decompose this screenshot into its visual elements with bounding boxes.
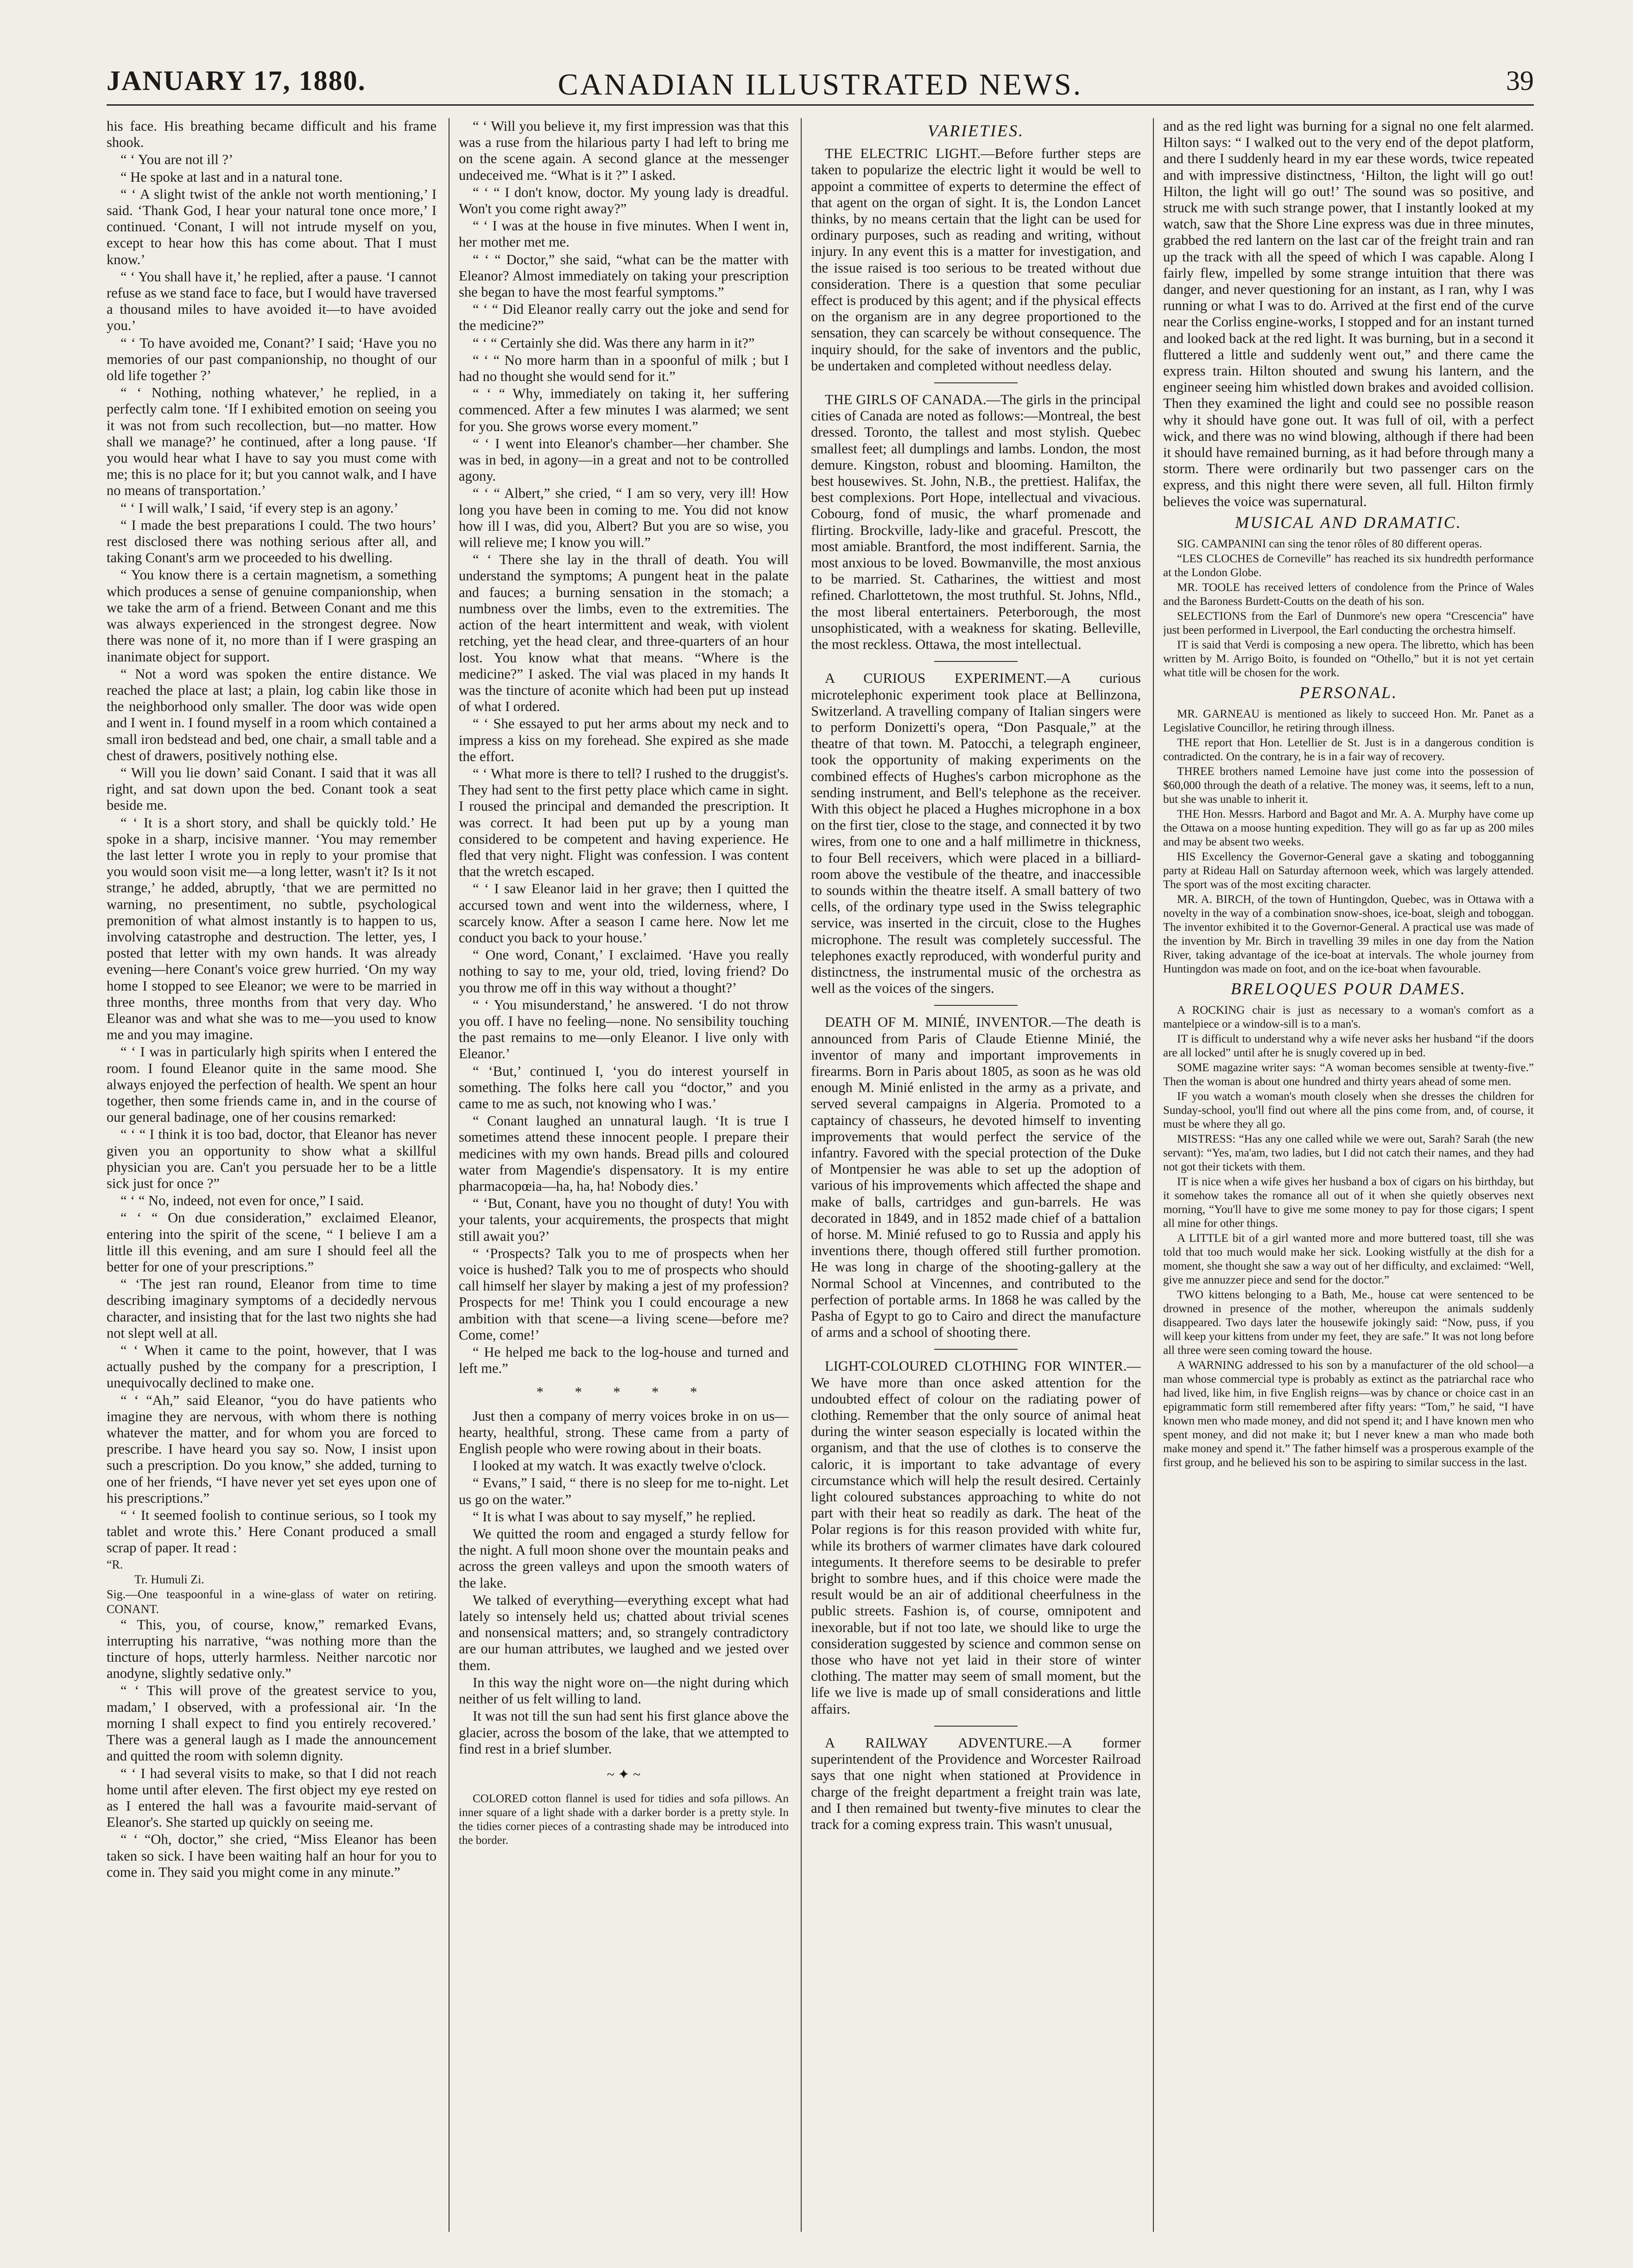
paragraph: “LES CLOCHES de Corneville” has reached its six hundredth performance at the London Globe. xyxy=(1163,553,1534,579)
paragraph: “ ‘ This will prove of the greatest service to you, madam,’ I observed, with a professional air. ‘In the morning I shall expect to find you entirely recovered.’ There was a general laugh as I made the announcement and quitted the room with solemn dignity. xyxy=(107,1683,437,1764)
paragraph: “ He spoke at last and in a natural tone. xyxy=(120,169,343,185)
paragraph: “ ‘ It seemed foolish to continue serious, so I took my tablet and wrote this.’ Here Conant produced a small scrap of paper. It read : xyxy=(107,1507,437,1556)
paragraph: “ ‘Prospects? Talk you to me of prospects when her voice is hushed? Talk you to me of prospects who should call himself her slayer by making a jest of my profession? Prospects for me! Think you I could encourage a new ambition with that scene—a living scene—before me? Come, come!’ xyxy=(459,1245,789,1343)
paragraph: THE Hon. Messrs. Harbord and Bagot and Mr. A. A. Murphy have come up the Ottawa on a moose hunting expedition. They will go as far up as 200 miles and may be absent two weeks. xyxy=(1163,808,1534,849)
paragraph: DEATH OF M. MINIÉ, INVENTOR.—The death is announced from Paris of Claude Etienne Minié, the inventor of many and important improvements in firearms. Born in Paris about 1805, as soon as he was old enough M. Minié enlisted in the army as a private, and served several campaigns in Algeria. Promoted to a captaincy of chasseurs, he devoted himself to inventing improvements that would perfect the service of the infantry. Favored with the special protection of the Duke of Montpensier he was able to set up the adoption of various of his improvements which affected the shape and make of balls, cartridges and gun-barrels. He was decorated in 1849, and in 1852 made chief of a battalion of horse. M. Minié refused to go to Russia and apply his inventions there, though offered still further promotion. He was long in charge of the shooting-gallery at the Normal School at Vincennes, and contributed to the perfection of portable arms. In 1868 he was called by the Pasha of Egypt to go to Cairo and direct the manufacture of arms and a school of shooting there. xyxy=(811,1014,1141,1340)
paragraph: “ ‘ I had several visits to make, so that I did not reach home until after eleven. The first object my eye rested on as I entered the hall was a favourite maid-servant of Eleanor's. She started up quickly on seeing me. xyxy=(107,1765,437,1830)
paragraph: “ I made the best preparations I could. The two hours’ rest disclosed there was nothing serious after all, and taking Conant's arm we proceeded to his dwelling. xyxy=(107,517,437,566)
paragraph: “ ‘ I saw Eleanor laid in her grave; then I quitted the accursed town and went into the wilderness, where, I scarcely know. After a season I came here. Now let me conduct you back to your house.’ xyxy=(459,881,789,946)
paragraph: “ ‘ You are not ill ?’ xyxy=(120,152,234,168)
paragraph: Just then a company of merry voices broke in on us—hearty, healthful, strong. These came from a party of English people who were rowing about in their boats. xyxy=(459,1408,789,1457)
prescription xyxy=(107,1557,437,1617)
paragraph: “ He helped me back to the log-house and turned and left me.” xyxy=(459,1344,789,1377)
publication-title: CANADIAN ILLUSTRATED NEWS. xyxy=(557,68,1083,102)
paragraph: A RAILWAY ADVENTURE.—A former superintendent of the Providence and Worcester Railroad says that one night when stationed at Providence in charge of the freight department a freight train was late, and I then remained but twenty-five minutes to clear the track for a coming express train. This wasn't unusual, xyxy=(811,1734,1141,1832)
paragraph: A ROCKING chair is just as necessary to a woman's comfort as a mantelpiece or a window-sill is to a man's. xyxy=(1163,1004,1534,1031)
separator xyxy=(934,661,1018,662)
paragraph: “ ‘ “ Did Eleanor really carry out the joke and send for the medicine?” xyxy=(459,301,789,334)
paragraph: “ ‘ There she lay in the thrall of death. You will understand the symptoms; A pungent heat in the palate and fauces; a burning sensation in the stomach; a numbness over the limbs, even to the extremities. The action of the heart intermittent and weak, with violent retching, yet the head clear, and three-quarters of an hour lost. You know what that means. “Where is the medicine?” I asked. The vial was placed in my hands It was the tincture of aconite which had been put up instead of what I ordered. xyxy=(459,552,789,715)
paragraph: It was not till the sun had sent his first glance above the glacier, across the bosom of the lake, that we attempted to find rest in a brief slumber. xyxy=(459,1708,789,1757)
paragraph: IF you watch a woman's mouth closely when she dresses the children for Sunday-school, you'll find out where all the pins come from, and, of course, it must be where they all go. xyxy=(1163,1090,1534,1131)
paragraph: MR. A. BIRCH, of the town of Huntingdon, Quebec, was in Ottawa with a novelty in the way of a combination snow-shoes, ice-boat, sleigh and toboggan. The inventor exhibited it to the Governor-General. A practical use was made of the invention by Mr. Birch in travelling 39 miles in one day from the Nation River, taking advantage of the ice-boat at intervals. The whole journey from Huntingdon was made on foot, and on the ice-boat when favourable. xyxy=(1163,893,1534,976)
separator xyxy=(934,1726,1018,1727)
column-4 xyxy=(1163,118,1534,2223)
paragraph: “ ‘ It is a short story, and shall be quickly told.’ He spoke in a sharp, incisive manner. ‘You may remember the last letter I wrote you in reply to your promise that you would soon visit me—a long letter, wasn't it? Is it not strange,’ he added, abruptly, ‘that we are permitted no warning, no presentiment, no subtle, psychological premonition of what almost instantly is to happen to us, involving catastrophe and destruction. The letter, yes, I posted that letter with my own hands. It was already evening—here Conant's voice grew hurried. ‘On my way home I stopped to see Eleanor; we were to be married in three months, three months from that very day. Who Eleanor was and what she was to me—you used to know me and you may imagine. xyxy=(107,814,437,1043)
paragraph: “ ‘ When it came to the point, however, that I was actually pushed by the company for a prescription, I unequivocally declined to make one. xyxy=(107,1342,437,1391)
paragraph: “ ‘ Nothing, nothing whatever,’ he replied, in a perfectly calm tone. ‘If I exhibited emotion on seeing you it was not from such recollection, but—no matter. How shall we manage?’ he continued, after a long pause. ‘If you would hear what I have to say you must come with me; this is no place for it; but you cannot walk, and I have no means of transportation.’ xyxy=(107,385,437,499)
paragraph: “ One word, Conant,’ I exclaimed. ‘Have you really nothing to say to me, your old, tried, loving friend? Do you throw me off in this way without a thought?’ xyxy=(459,947,789,996)
paragraph: “ Not a word was spoken the entire distance. We reached the place at last; a plain, log cabin like those in the neighborhood only smaller. The door was wide open and I went in. I found myself in a room which contained a small iron bedstead and bed, one chair, a small table and a chest of drawers, positively nothing else. xyxy=(107,666,437,763)
paragraph: his face. His breathing became difficult and his frame shook. xyxy=(107,118,437,151)
paragraph: IT is said that Verdi is composing a new opera. The libretto, which has been written by M. Arrigo Boito, is founded on “Othello,” but it is not yet certain what title will be chosen for the work. xyxy=(1163,639,1534,680)
paragraph: “ ‘ “ I think it is too bad, doctor, that Eleanor has never given you an opportunity to show what a skillful physician you are. Can't you persuade her to be a little sick just for once ?” xyxy=(107,1126,437,1191)
page-number: 39 xyxy=(1506,65,1534,96)
paragraph: “ This, you, of course, know,” remarked Evans, interrupting his narrative, “was nothing more than the tincture of hops, utterly harmless. Neither narcotic nor anodyne, slightly sedative only.” xyxy=(107,1616,437,1682)
paragraph: “ ‘ I will walk,’ I said, ‘if every step is an agony.’ xyxy=(120,500,399,516)
paragraph: “ ‘ She essayed to put her arms about my neck and to impress a kiss on my forehead. She expired as she made the effort. xyxy=(459,716,789,764)
paragraph: “ ‘ “ On due consideration,” exclaimed Eleanor, entering into the spirit of the scene, “ I believe I am a little ill this evening, and am sure I should feel all the better for one of your prescriptions.” xyxy=(107,1210,437,1275)
paragraph: COLORED cotton flannel is used for tidies and sofa pillows. An inner square of a light shade with a darker border is a pretty style. In the tidies corner pieces of a contrasting shade may be introduced into the border. xyxy=(459,1792,789,1847)
masthead xyxy=(107,65,1534,107)
section-heading-varieties: VARIETIES. xyxy=(927,121,1025,140)
column-divider xyxy=(1153,118,1154,2232)
paragraph: “ ‘ “ No, indeed, not even for once,” I said. xyxy=(120,1193,364,1209)
section-heading-personal: PERSONAL. xyxy=(1299,683,1398,702)
paragraph: “ ‘But,’ continued I, ‘you do interest yourself in something. The folks here call you “doctor,” and you came to me as such, not knowing who I was.’ xyxy=(459,1063,789,1112)
paragraph: “ ‘But, Conant, have you no thought of duty! You with your talents, your acquirements, the prospects that might still await you?’ xyxy=(459,1195,789,1244)
prescription-sig: Sig.—One teaspoonful in a wine-glass of water on retiring. CONANT. xyxy=(107,1587,437,1616)
paragraph: “ ‘ “ Why, immediately on taking it, her suffering commenced. After a few minutes I was alarmed; we sent for you. She grows worse every moment.” xyxy=(459,386,789,434)
paragraph: “ ‘ I was at the house in five minutes. When I went in, her mother met me. xyxy=(459,218,789,250)
paragraph: SIG. CAMPANINI can sing the tenor rôles of 80 different operas. xyxy=(1177,538,1482,551)
paragraph: “ ‘ “ Albert,” she cried, “ I am so very, very ill! How long you have been in coming to me. You did not know how ill I was, did you, Albert? But you are so wise, you will relieve me; I know you will.” xyxy=(459,485,789,551)
paragraph: “ ‘ You misunderstand,’ he answered. ‘I do not throw you off. I have no feeling—none. No sensibility touching the past remains to me—only Eleanor. I live only with Eleanor.’ xyxy=(459,997,789,1062)
paragraph: “ ‘ A slight twist of the ankle not worth mentioning,’ I said. ‘Thank God, I hear your natural tone once more,’ I continued. ‘Conant, I will not intrude myself on you, except to hear how this has come about. That I must know.’ xyxy=(107,186,437,267)
header-rule xyxy=(107,104,1534,106)
paragraph: “ ‘ “ I don't know, doctor. My young lady is dreadful. Won't you come right away?” xyxy=(459,184,789,217)
paragraph: HIS Excellency the Governor-General gave a skating and tobogganning party at Rideau Hall on Saturday afternoon week, which was largely attended. The sport was of the most exciting character. xyxy=(1163,851,1534,891)
paragraph: THREE brothers named Lemoine have just come into the possession of $60,000 through the death of a relative. The money was, it seems, left to a nun, but she was unable to inherit it. xyxy=(1163,765,1534,806)
paragraph: A CURIOUS EXPERIMENT.—A curious microtelephonic experiment took place at Bellinzona, Switzerland. A travelling company of Italian singers were to perform Donizetti's opera, “Don Pasquale,” at the theatre of that town. M. Patocchi, a telegraph engineer, took the opportunity of making experiments on the combined effects of Hughes's carbon microphone as the sending instrument, and Bell's telephone as the receiver. With this object he placed a Hughes microphone in a box on the first tier, close to the stage, and connected it by two wires, from one to one and a half millimetre in thickness, to four Bell receivers, which were placed in a billiard-room above the vestibule of the theatre, and inaccessible to sounds within the theatre itself. A small battery of two cells, of the ordinary type used in the Swiss telegraphic service, was inserted in the circuit, close to the Hughes microphone. The result was completely successful. The telephones exactly reproduced, with wonderful purity and distinctness, the instrumental music of the orchestra as well as the voices of the singers. xyxy=(811,670,1141,997)
paragraph: We talked of everything—everything except what had lately so intensely held us; chatted about trivial scenes and nonsensical matters; and, so strangely contradictory are our human attributes, we laughed and we jested over them. xyxy=(459,1592,789,1673)
ornament-divider: ~ ✦ ~ xyxy=(607,1766,641,1782)
paragraph: IT is difficult to understand why a wife never asks her husband “if the doors are all locked” until after he is snugly covered up in bed. xyxy=(1163,1033,1534,1060)
paragraph: “ ‘ Will you believe it, my first impression was that this was a ruse from the hilarious party I had left to bring me on the scene again. A second glance at the messenger undeceived me. “What is it ?” I asked. xyxy=(459,118,789,183)
paragraph: TWO kittens belonging to a Bath, Me., house cat were sentenced to be drowned in presence of the mother, whereupon the animals suddenly disappeared. Two days later the housewife jokingly said: “Now, puss, if you will keep your kittens from under my feet, they are safe.” It was not long before all three were seen coming toward the house. xyxy=(1163,1289,1534,1357)
paragraph: SOME magazine writer says: “A woman becomes sensible at twenty-five.” Then the woman is about one hundred and thirty years ahead of some men. xyxy=(1163,1061,1534,1088)
paragraph: “ ‘ I was in particularly high spirits when I entered the room. I found Eleanor quite in the same mood. She always enjoyed the perfection of health. We spent an hour together, then some friends came in, and in the course of our general badinage, one of her cousins remarked: xyxy=(107,1044,437,1125)
paragraph: MISTRESS: “Has any one called while we were out, Sarah? Sarah (the new servant): “Yes, ma'am, two ladies, but I did not catch their names, and they had not got their tickets with them. xyxy=(1163,1133,1534,1174)
paragraph: MR. GARNEAU is mentioned as likely to succeed Hon. Mr. Panet as a Legislative Councillor, he retiring through illness. xyxy=(1163,708,1534,735)
paragraph: LIGHT-COLOURED CLOTHING FOR WINTER.—We have more than once asked attention for the undoubted effect of colour on the radiating power of clothing. Remember that the only source of animal heat during the winter season especially is located within the organism, and that the use of clothes is to conserve the caloric, it is important to take advantage of every circumstance which will help the result desired. Certainly light coloured substances approaching to white do not part with their heat so readily as dark. The heat of the Polar regions is for this reason provided with white fur, while its brothers of warmer climates have dark coloured integuments. It therefore seems to be desirable to prefer bright to sombre hues, and if this choice were made the result would be an air of additional cheerfulness in the public streets. Fashion is, of course, omnipotent and inexorable, but if not too late, we should like to urge the consideration suggested by science and common sense on those who have not yet laid in their store of winter clothing. The matter may seem of small moment, but the life we live is made up of small considerations and little affairs. xyxy=(811,1358,1141,1717)
paragraph: “ Will you lie down’ said Conant. I said that it was all right, and sat down upon the bed. Conant took a seat beside me. xyxy=(107,764,437,813)
paragraph: “ ‘The jest ran round, Eleanor from time to time describing imaginary symptoms of a decidedly nervous character, and insisting that for the last two nights she had not slept well at all. xyxy=(107,1276,437,1341)
paragraph: “ ‘ “ No more harm than in a spoonful of milk ; but I had no thought she would send for it.” xyxy=(459,352,789,385)
column-1 xyxy=(107,118,437,2223)
issue-date: JANUARY 17, 1880. xyxy=(107,65,366,96)
paragraph: “ It is what I was about to say myself,” he replied. xyxy=(473,1508,756,1525)
separator xyxy=(934,1349,1018,1350)
column-2 xyxy=(459,118,789,2223)
paragraph: SELECTIONS from the Earl of Dunmore's new opera “Crescencia” have just been performed in Liverpool, the Earl conducting the orchestra himself. xyxy=(1163,610,1534,637)
paragraph: We quitted the room and engaged a sturdy fellow for the night. A full moon shone over the mountain peaks and across the green valleys and upon the smooth waters of the lake. xyxy=(459,1526,789,1591)
paragraph: THE report that Hon. Letellier de St. Just is in a dangerous condition is contradicted. On the contrary, he is in a fair way of recovery. xyxy=(1163,737,1534,763)
paragraph: I looked at my watch. It was exactly twelve o'clock. xyxy=(473,1458,766,1474)
paragraph: “ ‘ To have avoided me, Conant?’ I said; ‘Have you no memories of our past companionship, no thought of our old life together ?’ xyxy=(107,335,437,384)
paragraph: “ Conant laughed an unnatural laugh. ‘It is true I sometimes attend these innocent people. I prepare their medicines with my own hands. Bread pills and coloured water from Magendie's dispensatory. It is my entire pharmacopœia—ha, ha, ha! Nobody dies.’ xyxy=(459,1113,789,1194)
paragraph: THE ELECTRIC LIGHT.—Before further steps are taken to popularize the electric light it would be well to appoint a committee of experts to determine the effect of that agent on the organ of sight. It is, the London Lancet thinks, by no means certain that the light can be used for ordinary purposes, such as reading and writing, without injury. In any event this is a matter for investigation, and the issue raised is too serious to be treated without due consideration. There is a question that some peculiar effect is produced by this agent; and if the physical effects on the organism are in any degree proportioned to the sensation, they can scarcely be without consequence. The inquiry should, for the sake of inventors and the public, be undertaken and completed without needless delay. xyxy=(811,146,1141,374)
column-3 xyxy=(811,118,1141,2223)
paragraph: “ ‘ “ Doctor,” she said, “what can be the matter with Eleanor? Almost immediately on taking your prescription she began to have the most fearful symptoms.” xyxy=(459,251,789,300)
paragraph: “ ‘ I went into Eleanor's chamber—her chamber. She was in bed, in agony—in a great and not to be controlled agony. xyxy=(459,435,789,484)
paragraph: MR. TOOLE has received letters of condolence from the Prince of Wales and the Baroness Burdett-Coutts on the death of his son. xyxy=(1163,581,1534,608)
paragraph: “ ‘ “Oh, doctor,” she cried, “Miss Eleanor has been taken so sick. I have been waiting half an hour for you to come in. They said you might come in any minute.” xyxy=(107,1831,437,1880)
column-divider xyxy=(801,118,802,2232)
paragraph: “ ‘ “Ah,” said Eleanor, “you do have patients who imagine they are nervous, with whom there is nothing whatever the matter, and for whom you are forced to prescribe. I have heard you say so. Now, I insist upon such a prescription. Do you know,” she added, turning to one of her friends, “I have never yet set eyes upon one of his prescriptions.” xyxy=(107,1392,437,1506)
section-heading-breloques: BRELOQUES POUR DAMES. xyxy=(1231,979,1466,998)
prescription-header: “R. xyxy=(107,1557,123,1571)
paragraph: IT is nice when a wife gives her husband a box of cigars on his birthday, but it somehow takes the romance all out of it when she quietly observes next morning, “You'll have to give me some money to pay for those cigars; I spent all mine for other things. xyxy=(1163,1175,1534,1230)
paragraph: “ You know there is a certain magnetism, a something which produces a sense of genuine companionship, when we take the arm of a friend. Between Conant and me this was always experienced in the strongest degree. Now there was none of it, no more than if I were grasping an inanimate object for support. xyxy=(107,567,437,665)
paragraph: “ ‘ You shall have it,’ he replied, after a pause. ‘I cannot refuse as we stand face to face, but I would have traversed a thousand miles to have avoided it—to have avoided you.’ xyxy=(107,268,437,334)
paragraph: In this way the night wore on—the night during which neither of us felt willing to land. xyxy=(459,1674,789,1707)
paragraph: “ ‘ What more is there to tell? I rushed to the druggist's. They had sent to the first petty place which came in sight. I roused the principal and demanded the prescription. It was correct. It had been put up by a young man considered to be competent and having experience. He fled that very night. Flight was confession. I was content that the wretch escaped. xyxy=(459,765,789,880)
section-stars: * * * * * xyxy=(536,1384,711,1400)
prescription-line: Tr. Humuli Zi. xyxy=(134,1572,204,1586)
paragraph: THE GIRLS OF CANADA.—The girls in the principal cities of Canada are noted as follows:—Montreal, the best dressed. Toronto, the tallest and most stylish. Quebec smallest feet; all dumplings and lambs. London, the most demure. Kingston, robust and blooming. Hamilton, the best housewives. St. John, N.B., the prettiest. Halifax, the best complexions. Port Hope, intellectual and vivacious. Cobourg, fond of music, the wharf promenade and flirting. Brockville, lady-like and graceful. Prescott, the most amiable. Brantford, the most indifferent. Sarnia, the most anxious to be loved. Bowmanville, the most anxious to be married. St. Catharines, the wittiest and most refined. Charlottetown, the most truthful. St. Johns, Nfld., the most liberal entertainers. Peterborough, the most unsophisticated, with a weakness for skating. Belleville, the most reckless. Ottawa, the most intellectual. xyxy=(811,392,1141,653)
paragraph: “ ‘ “ Certainly she did. Was there any harm in it?” xyxy=(473,335,755,351)
paragraph: A WARNING addressed to his son by a manufacturer of the old school—a man whose commercial type is probably as extinct as the patriarchal race who had lived, like him, in five English reigns—was by chance or choice cast in an epigrammatic form still remembered after fifty years: “Tom,” he said, “I have known men who made money, and did not spend it; and I have known men who spent money, and did not make it; but I never knew a man who made both make money and spend it.” The father himself was a prosperous example of the first group, and he believed his son to be aspiring to similar success in the last. xyxy=(1163,1359,1534,1469)
paragraph: A LITTLE bit of a girl wanted more and more buttered toast, till she was told that too much would make her sick. Looking wistfully at the dish for a moment, she thought she saw a way out of her difficulty, and exclaimed: “Well, give me annuzzer piece and send for the doctor.” xyxy=(1163,1232,1534,1287)
paragraph: “ Evans,” I said, “ there is no sleep for me to-night. Let us go on the water.” xyxy=(459,1475,789,1507)
separator xyxy=(934,1005,1018,1006)
paragraph: and as the red light was burning for a signal no one felt alarmed. Hilton says: “ I walked out to the very end of the depot platform, and there I suddenly heard in my ear these words, twice repeated and with impressive distinctness, ‘Hilton, the light will go out! Hilton, the light will go out!’ The sound was so positive, and struck me with such strange power, that I instantly looked at my watch, saw that the Shore Line express was due in three minutes, grabbed the red lantern on the last car of the freight train and ran up the track with all the speed of which I was capable. Along I fairly flew, impelled by some strange intuition that there was danger, and never questioning for an instant, as I ran, why I was running or what I was to do. Arrived at the first end of the curve near the Corliss engine-works, I stopped and for an instant turned and looked back at the red light. It was burning, but in a second it fluttered a little and suddenly went out,” and there came the express train. Hilton shouted and swung his lantern, and the engineer seeing him whistled down brakes and avoided collision. Then they examined the light and could see no possible reason why it should have gone out. It was full of oil, with a perfect wick, and there was no wind blowing, although if there had been it should have remained burning, as it had before through many a storm. There were ordinarily but two passenger cars on the express, and this night there were seven, all full. Hilton firmly believes the voice was supernatural. xyxy=(1163,118,1534,509)
separator xyxy=(934,382,1018,383)
section-heading-musical-dramatic: MUSICAL AND DRAMATIC. xyxy=(1235,513,1462,532)
